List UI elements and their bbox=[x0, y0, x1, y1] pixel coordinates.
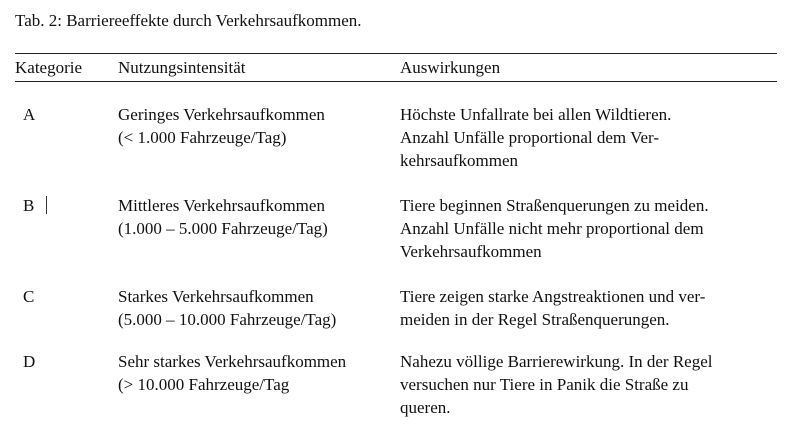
nutzung-line: (5.000 – 10.000 Fahrzeuge/Tag) bbox=[118, 310, 337, 329]
nutzung-line: (> 10.000 Fahrzeuge/Tag bbox=[118, 375, 290, 394]
auswirkungen-cell bbox=[400, 285, 705, 331]
auswirkungen-line: Nahezu völlige Barrierewirkung. In der Regel bbox=[400, 352, 713, 371]
kategorie-cell: C bbox=[23, 287, 35, 306]
column-header-auswirkungen: Auswirkungen bbox=[400, 58, 501, 77]
nutzung-cell bbox=[118, 194, 328, 240]
auswirkungen-line: Tiere zeigen starke Angstreaktionen und ver- bbox=[400, 287, 706, 306]
auswirkungen-line: queren. bbox=[400, 398, 451, 417]
column-header-nutzungsintensitaet: Nutzungsintensität bbox=[118, 58, 246, 77]
nutzung-line: Mittleres Verkehrsaufkommen bbox=[118, 196, 325, 215]
nutzung-line: Geringes Verkehrsaufkommen bbox=[118, 105, 325, 124]
auswirkungen-line: meiden in der Regel Straßenquerungen. bbox=[400, 310, 670, 329]
auswirkungen-cell bbox=[400, 194, 709, 263]
auswirkungen-line: Anzahl Unfälle nicht mehr proportional dem bbox=[400, 219, 704, 238]
table-top-rule bbox=[15, 53, 777, 54]
auswirkungen-line: Anzahl Unfälle proportional dem Ver- bbox=[400, 128, 659, 147]
auswirkungen-line: kehrsaufkommen bbox=[400, 151, 519, 170]
auswirkungen-line: Verkehrsaufkommen bbox=[400, 242, 542, 261]
auswirkungen-line: versuchen nur Tiere in Panik die Straße zu bbox=[400, 375, 689, 394]
column-header-kategorie: Kategorie bbox=[15, 58, 83, 77]
kategorie-cell: A bbox=[23, 105, 36, 124]
kategorie-cell: B bbox=[23, 196, 35, 215]
auswirkungen-cell bbox=[400, 103, 671, 172]
nutzung-cell bbox=[118, 103, 325, 149]
nutzung-line: Sehr starkes Verkehrsaufkommen bbox=[118, 352, 347, 371]
nutzung-line: (1.000 – 5.000 Fahrzeuge/Tag) bbox=[118, 219, 328, 238]
table-caption: Tab. 2: Barriereeffekte durch Verkehrsaufkommen. bbox=[15, 11, 362, 30]
nutzung-line: (< 1.000 Fahrzeuge/Tag) bbox=[118, 128, 287, 147]
auswirkungen-cell bbox=[400, 350, 713, 419]
nutzung-cell bbox=[118, 285, 336, 331]
nutzung-line: Starkes Verkehrsaufkommen bbox=[118, 287, 314, 306]
auswirkungen-line: Tiere beginnen Straßenquerungen zu meiden. bbox=[400, 196, 709, 215]
auswirkungen-line: Höchste Unfallrate bei allen Wildtieren. bbox=[400, 105, 672, 124]
table-header-rule bbox=[15, 81, 777, 82]
nutzung-cell bbox=[118, 350, 346, 396]
kategorie-cell: D bbox=[23, 352, 36, 371]
text-cursor bbox=[46, 196, 47, 214]
